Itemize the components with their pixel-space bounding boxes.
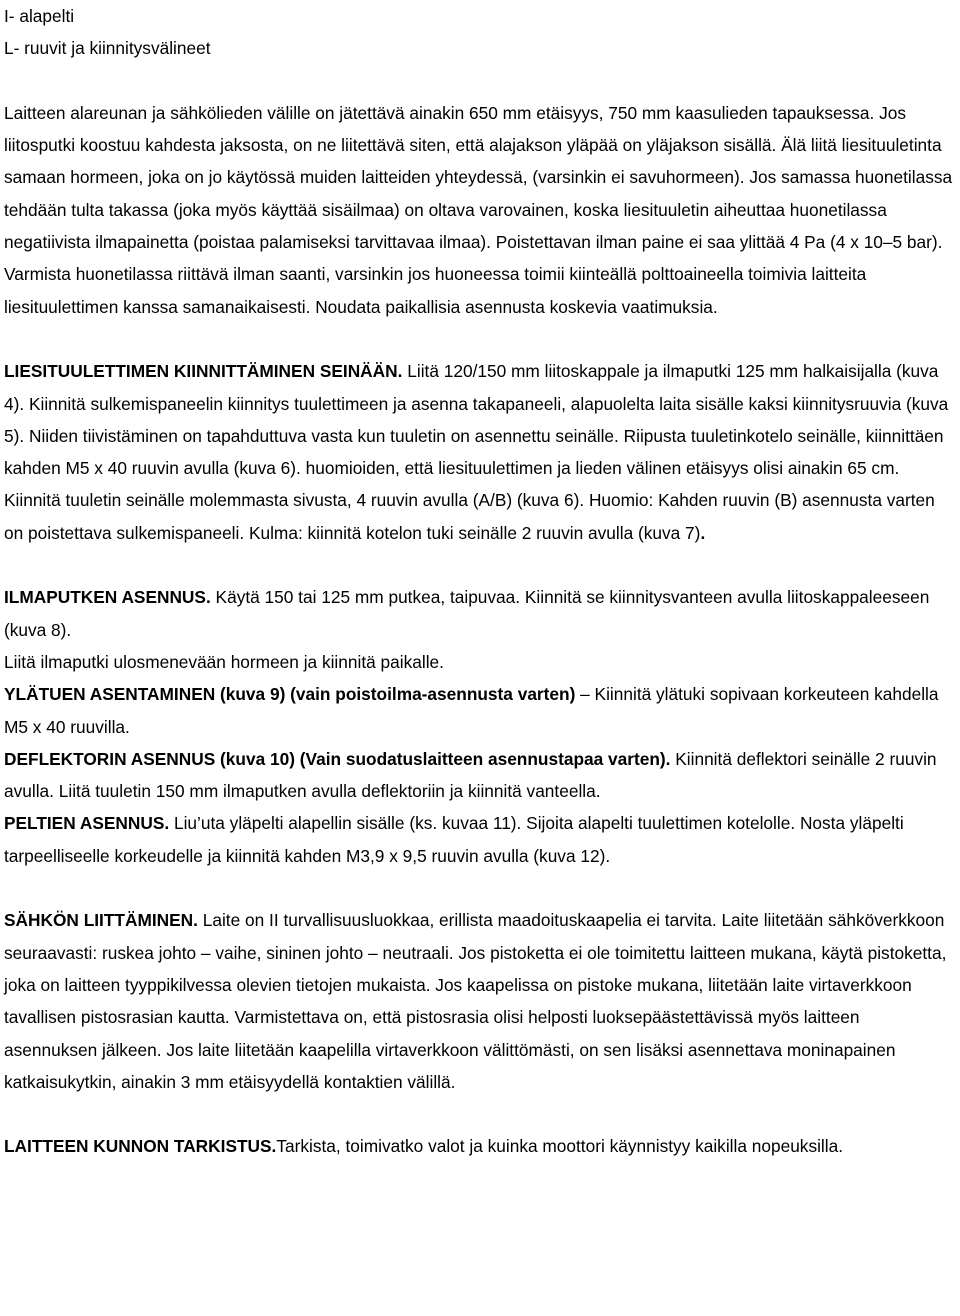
paragraph-power xyxy=(4,904,956,1098)
text-check: Tarkista, toimivatko valot ja kuinka moottori käynnistyy kaikilla nopeuksilla. xyxy=(276,1136,844,1157)
text-duct-line2: Liitä ilmaputki ulosmenevään hormeen ja kiinnitä paikalle. xyxy=(4,651,444,672)
heading-wall-mounting: LIESITUULETTIMEN KIINNITTÄMINEN SEINÄÄN. xyxy=(4,361,403,382)
spacer xyxy=(4,65,956,97)
spacer xyxy=(4,872,956,904)
legend-line-plate: I- alapelti xyxy=(4,6,75,26)
paragraph-upper-support xyxy=(4,678,956,743)
paragraph-clearance: Laitteen alareunan ja sähkölieden välille on jätettävä ainakin 650 mm etäisyys, 750 mm kaasulieden tapauksessa. Jos liitosputki koostuu kahdesta jaksosta, on ne liitettävä siten, että alajakson yläpää on yläjakson sisällä. Älä liitä liesituuletinta samaan hormeen, joka on jo käytössä muiden laitteiden yhteydessä, (varsinkin ei savuhormeen). Jos samassa huonetilassa tehdään tulta takassa (joka myös käyttää sisäilmaa) on oltava varovainen, koska liesituuletin aiheuttaa huonetilassa negatiivista ilmapainetta (poistaa palamiseksi tarvittavaa ilmaa). Poistettavan ilman paine ei saa ylittää 4 Pa (4 x 10–5 bar). Varmista huonetilassa riittävä ilman saanti, varsinkin jos huoneessa toimii kiinteällä polttoaineella toimivia laitteita liesituulettimen kanssa samanaikaisesti. Noudata paikallisia asennusta koskevia vaatimuksia. xyxy=(4,102,953,317)
text-deflector: Kiinnitä deflektori seinälle 2 ruuvin avulla. Liitä tuuletin 150 mm ilmaputken avulla deflektoriin ja kiinnitä vanteella. xyxy=(4,748,937,802)
heading-power: SÄHKÖN LIITTÄMINEN. xyxy=(4,910,198,931)
text-upper-support: – Kiinnitä ylätuki sopivaan korkeuteen kahdella M5 x 40 ruuvilla. xyxy=(4,684,939,737)
paragraph-check xyxy=(4,1130,956,1162)
text-wall-end: . xyxy=(700,522,706,543)
legend-line-screws: L- ruuvit ja kiinnitysvälineet xyxy=(4,38,211,59)
heading-plates: PELTIEN ASENNUS. xyxy=(4,813,170,834)
paragraph-deflector xyxy=(4,743,956,808)
paragraph-wall-mounting xyxy=(4,355,956,549)
text-plates: Liu’uta yläpelti alapellin sisälle (ks. kuvaa 11). Sijoita alapelti tuulettimen kotelolle. Nosta yläpelti tarpeelliseelle korkeudelle ja kiinnitä kahden M3,9 x 9,5 ruuvin avulla (kuva 12). xyxy=(4,813,904,866)
heading-deflector: DEFLEKTORIN ASENNUS (kuva 10) (Vain suodatuslaitteen asennustapaa varten). xyxy=(4,748,671,769)
text-duct: Käytä 150 tai 125 mm putkea, taipuvaa. Kiinnitä se kiinnitysvanteen avulla liitoskappaleeseen (kuva 8). xyxy=(4,587,930,640)
text-wall-mounting: Liitä 120/150 mm liitoskappale ja ilmaputki 125 mm halkaisijalla (kuva 4). Kiinnitä sulkemispaneelin kiinnitys tuulettimeen ja asenna takapaneeli, alapuolelta laita sisälle kaksi kiinnitysruuvia (kuva 5). Niiden tiivistäminen on tapahduttuva vasta kun tuuletin on asennettu seinälle. Riipusta tuuletinkotelo seinälle, kiinnittäen kahden M5 x 40 ruuvin avulla (kuva 6). huomioiden, että liesituulettimen ja lieden välinen etäisyys olisi ainakin 65 cm. Kiinnitä tuuletin seinälle molemmasta sivusta, 4 ruuvin avulla (A/B) (kuva 6). Huomio: Kahden ruuvin (B) asennusta varten on poistettava sulkemispaneeli. Kulma: kiinnitä kotelon tuki seinälle 2 ruuvin avulla (kuva 7) xyxy=(4,361,949,543)
spacer xyxy=(4,549,956,581)
heading-check: LAITTEEN KUNNON TARKISTUS. xyxy=(4,1136,277,1157)
paragraph-plates xyxy=(4,807,956,872)
heading-duct: ILMAPUTKEN ASENNUS. xyxy=(4,587,211,608)
heading-upper-support: YLÄTUEN ASENTAMINEN (kuva 9) (vain poistoilma-asennusta varten) xyxy=(4,684,576,705)
spacer xyxy=(4,323,956,355)
text-power: Laite on II turvallisuusluokkaa, erillista maadoituskaapelia ei tarvita. Laite liitetään sähköverkkoon seuraavasti: ruskea johto – vaihe, sininen johto – neutraali. Jos pistoketta ei ole toimitettu laitteen mukana, käytä pistoketta, joka on laitteen tyyppikilvessa olevien tietojen mukaista. Jos kaapelissa on pistoke mukana, liitetään laite virtaverkkoon tavallisen pistosrasian kautta. Varmistettava on, että pistosrasia olisi helposti luoksepäästettävissä myös laitteen asennuksen jälkeen. Jos laite liitetään kaapelilla virtaverkkoon välittömästi, on sen lisäksi asennettava moninapainen katkaisukytkin, ainakin 3 mm etäisyydellä kontaktien välillä. xyxy=(4,910,947,1092)
spacer xyxy=(4,1098,956,1130)
paragraph-duct xyxy=(4,581,956,646)
